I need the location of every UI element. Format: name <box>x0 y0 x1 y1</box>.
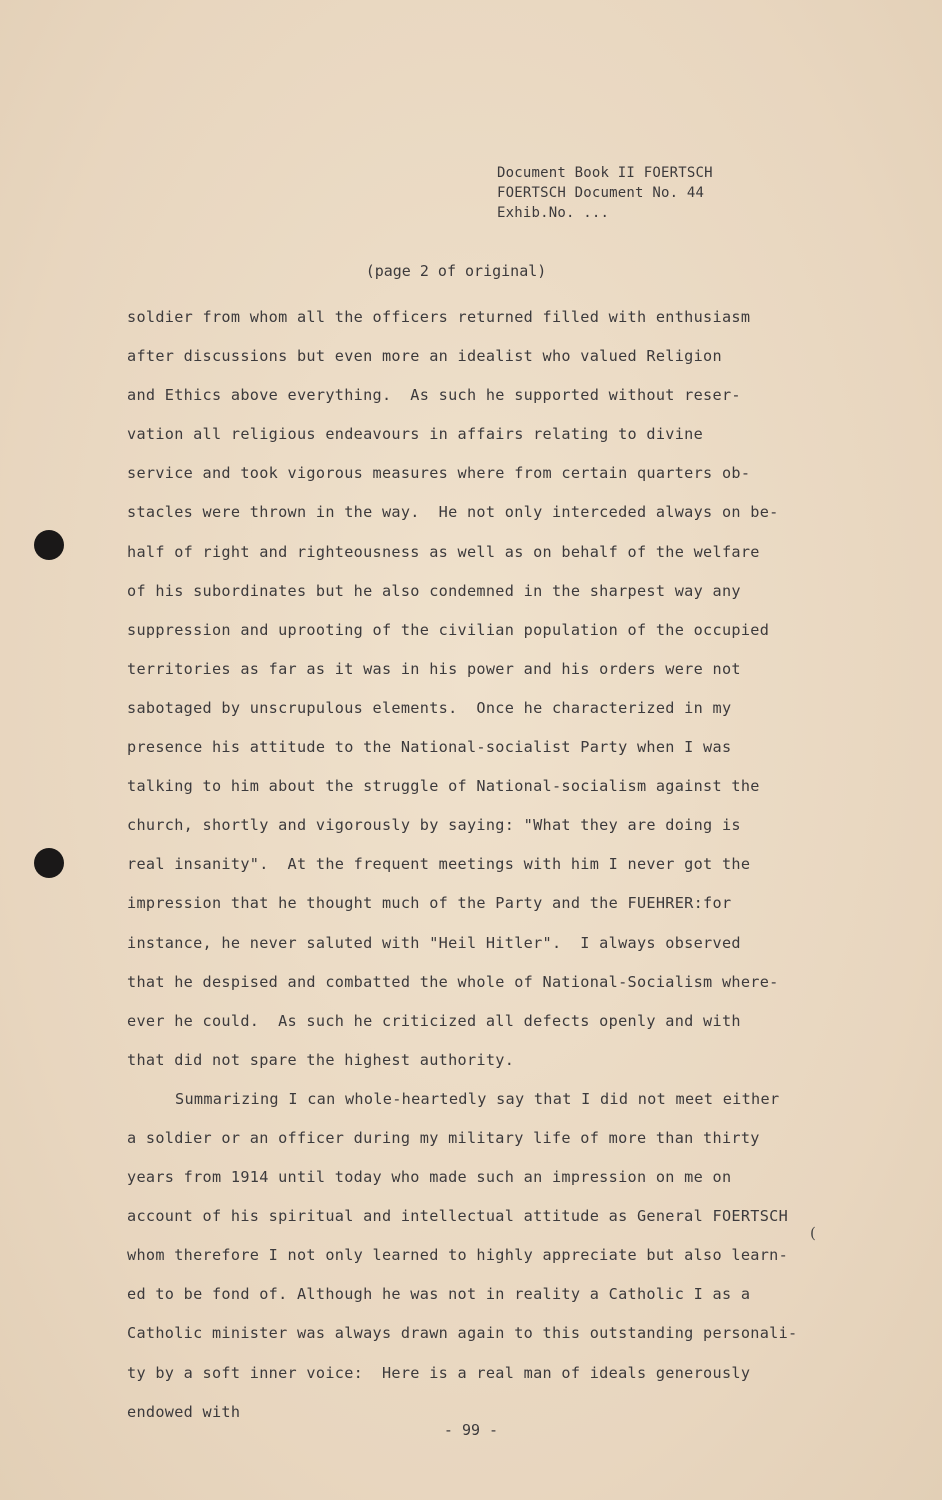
text-line: stacles were thrown in the way. He not only interceded always on be- <box>127 503 779 522</box>
text-line: church, shortly and vigorously by saying: "What they are doing is <box>127 816 741 835</box>
text-line: that he despised and combatted the whole of National-Socialism where- <box>127 972 779 991</box>
text-line: of his subordinates but he also condemned in the sharpest way any <box>127 581 741 600</box>
body-text <box>127 298 827 1432</box>
page-number-text: - 99 - <box>443 1421 499 1439</box>
header-line-document-book: Document Book II FOERTSCH <box>497 165 713 181</box>
page-number <box>0 1420 942 1440</box>
original-page-reference-text: (page 2 of original) <box>365 262 547 280</box>
text-line: soldier from whom all the officers returned filled with enthusiasm <box>127 308 751 326</box>
header-line-document-number: FOERTSCH Document No. 44 <box>497 185 705 201</box>
paragraph-1 <box>127 298 827 1080</box>
pen-mark: ( <box>810 1224 816 1242</box>
text-line: suppression and uprooting of the civilian population of the occupied <box>127 620 770 639</box>
text-line: Summarizing I can whole-heartedly say that I did not meet either <box>175 1089 780 1108</box>
text-line: endowed with <box>127 1402 241 1421</box>
text-line: Catholic minister was always drawn again to this outstanding personali- <box>127 1324 798 1343</box>
text-line: sabotaged by unscrupulous elements. Once he characterized in my <box>127 698 732 717</box>
document-header <box>497 163 713 223</box>
text-line: years from 1914 until today who made such an impression on me on <box>127 1168 732 1187</box>
text-line: territories as far as it was in his power and his orders were not <box>127 659 741 678</box>
original-page-reference <box>0 261 942 281</box>
text-line: ty by a soft inner voice: Here is a real man of ideals generously <box>127 1363 751 1382</box>
text-line: impression that he thought much of the Party and the FUEHRER:for <box>127 894 732 913</box>
text-line: after discussions but even more an idealist who valued Religion <box>127 347 722 366</box>
header-line-exhibit-number: Exhib.No. ... <box>497 205 610 221</box>
text-line: presence his attitude to the National-socialist Party when I was <box>127 738 732 757</box>
text-line: that did not spare the highest authority. <box>127 1050 515 1069</box>
text-line: half of right and righteousness as well as on behalf of the welfare <box>127 542 760 561</box>
text-line: real insanity". At the frequent meetings with him I never got the <box>127 855 751 874</box>
text-line: talking to him about the struggle of National-socialism against the <box>127 777 760 796</box>
paragraph-2 <box>127 1080 827 1432</box>
text-line: vation all religious endeavours in affairs relating to divine <box>127 425 704 444</box>
punch-hole <box>34 848 64 878</box>
text-line: and Ethics above everything. As such he supported without reser- <box>127 386 741 405</box>
text-line: whom therefore I not only learned to highly appreciate but also learn- <box>127 1246 789 1265</box>
text-line: service and took vigorous measures where from certain quarters ob- <box>127 464 751 483</box>
text-line: ever he could. As such he criticized all defects openly and with <box>127 1011 741 1030</box>
text-line: ed to be fond of. Although he was not in reality a Catholic I as a <box>127 1285 751 1304</box>
text-line: a soldier or an officer during my military life of more than thirty <box>127 1128 760 1147</box>
text-line: account of his spiritual and intellectual attitude as General FOERTSCH <box>127 1207 789 1226</box>
text-line: instance, he never saluted with "Heil Hitler". I always observed <box>127 933 741 952</box>
punch-hole <box>34 530 64 560</box>
